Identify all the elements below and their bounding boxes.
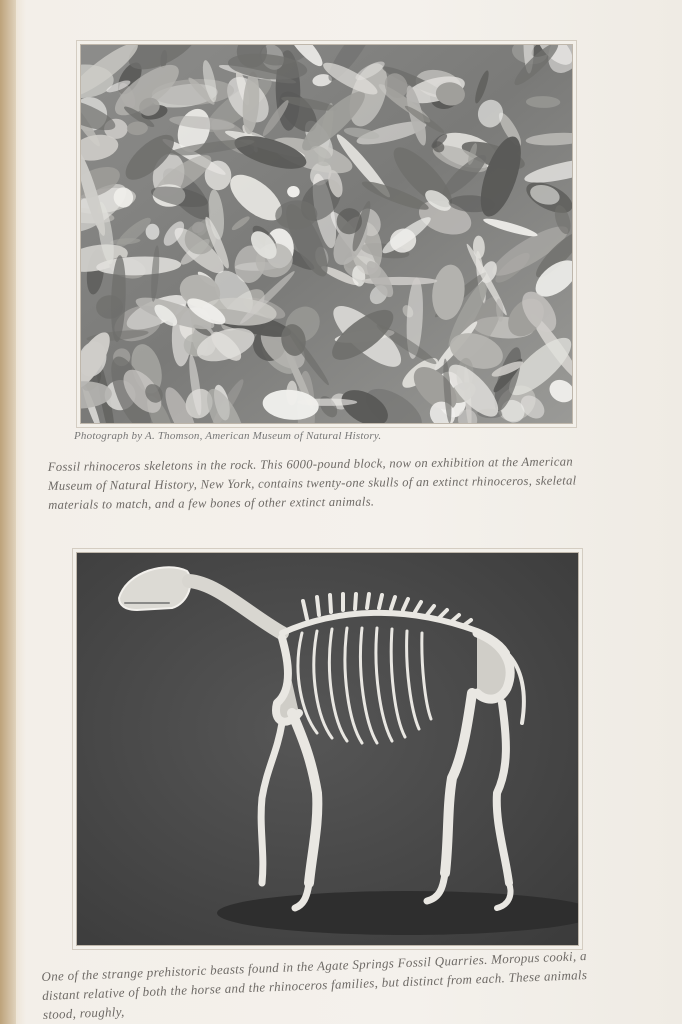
book-gutter <box>0 0 16 1024</box>
bone-fragment <box>297 399 357 406</box>
fossil-block-photo <box>80 44 573 424</box>
photo-credit: Photograph by A. Thomson, American Museum of Natural History. <box>74 430 382 442</box>
moropus-skeleton-photo <box>76 552 579 946</box>
moropus-caption: One of the strange prehistoric beasts found in the Agate Springs Fossil Quarries. Moropus cooki, a distant relative of both the horse and the rhinoceros families, but distinct from each. These animals stood, roughly, <box>41 948 588 1022</box>
fossil-block-caption: Fossil rhinoceros skeletons in the rock. This 6000-pound block, now on exhibition at the American Museum of Natural History, New York, contains twenty-one skulls of an extinct rhinoceros, skeletal materials to match, and a few bones of other extinct animals. <box>47 454 577 512</box>
